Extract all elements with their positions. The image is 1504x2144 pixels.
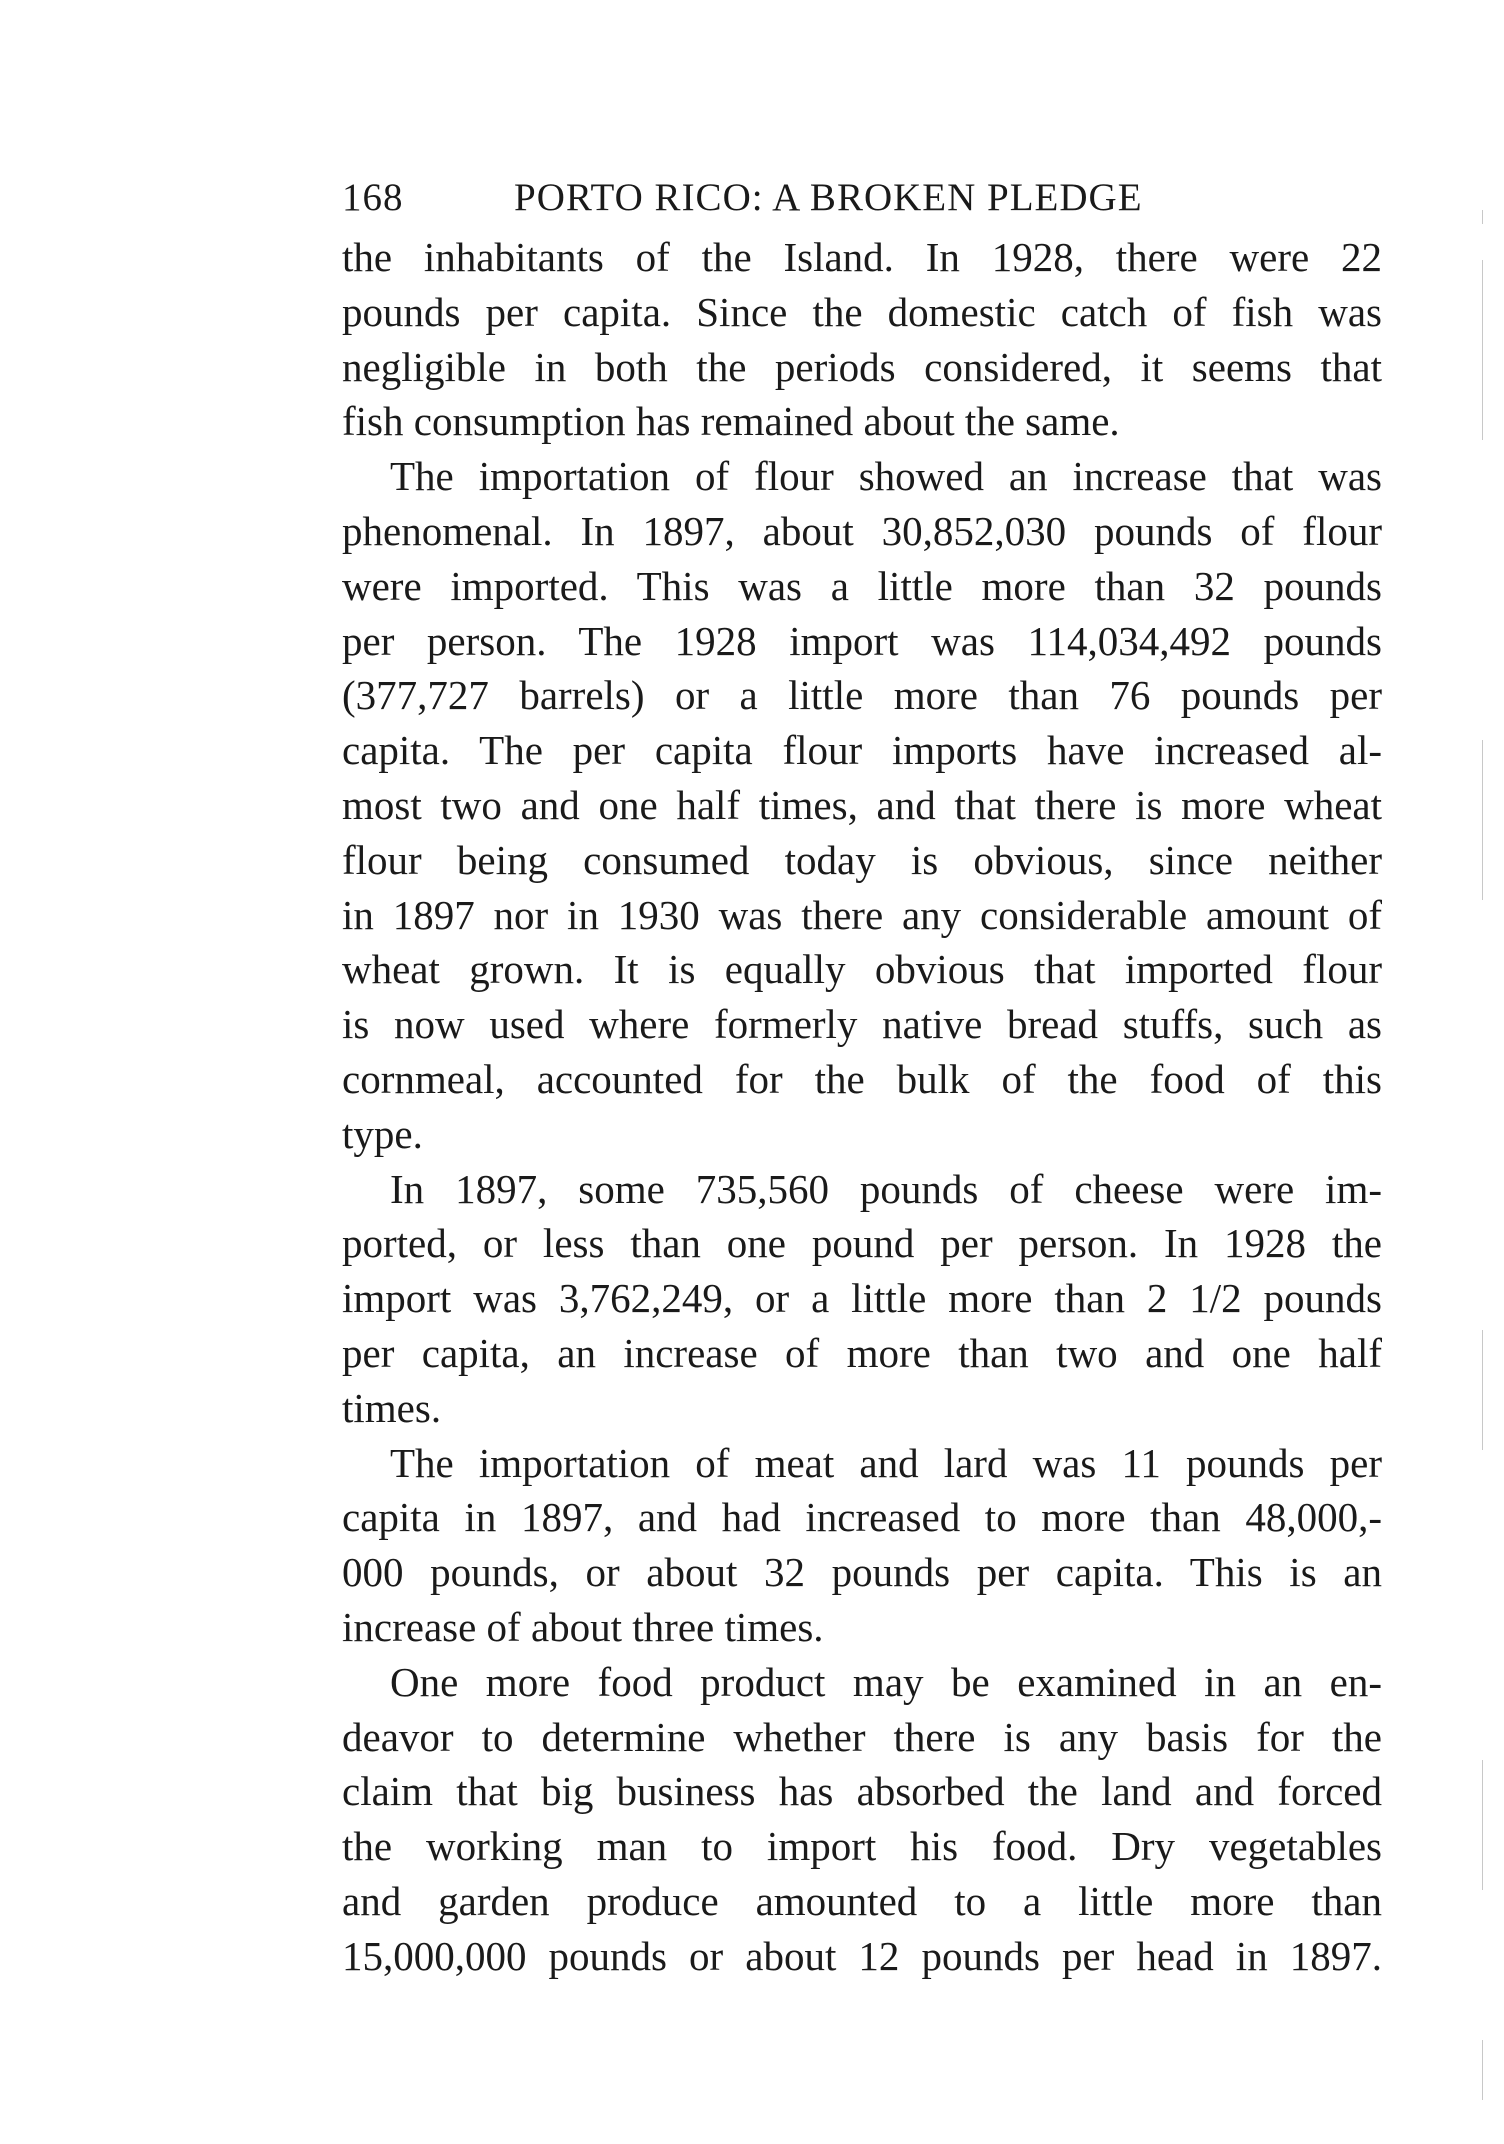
text-line: most two and one half times, and that there is more wheat: [342, 781, 1382, 828]
text-line: pounds per capita. Since the domestic catch of fish was: [342, 288, 1382, 335]
text-line: type.: [342, 1110, 423, 1157]
page-number: 168: [342, 176, 404, 219]
text-line: were imported. This was a little more than 32 pounds: [342, 562, 1382, 609]
text-line: per capita, an increase of more than two and one half: [342, 1329, 1382, 1376]
text-line: phenomenal. In 1897, about 30,852,030 pounds of flour: [342, 507, 1382, 554]
body-text: [342, 230, 1382, 1984]
paragraph-fish-consumption: [342, 230, 1382, 449]
text-line: deavor to determine whether there is any basis for the: [342, 1713, 1382, 1760]
text-line: capita. The per capita flour imports have increased al-: [342, 727, 1382, 774]
paragraph-meat-lard-importation: [342, 1436, 1382, 1655]
text-line: is now used where formerly native bread stuffs, such as: [342, 1001, 1382, 1048]
text-line: negligible in both the periods considered, it seems that: [342, 343, 1382, 390]
text-line: the inhabitants of the Island. In 1928, there were 22: [342, 234, 1382, 280]
paragraph-cheese-importation: [342, 1162, 1382, 1436]
scan-speck: [1482, 2040, 1483, 2100]
text-line: cornmeal, accounted for the bulk of the food of this: [342, 1055, 1382, 1102]
text-line: wheat grown. It is equally obvious that imported flour: [342, 946, 1382, 993]
running-title: PORTO RICO: A BROKEN PLEDGE: [514, 176, 1143, 219]
text-line: ported, or less than one pound per person. In 1928 the: [342, 1220, 1382, 1267]
text-line: In 1897, some 735,560 pounds of cheese were im-: [390, 1165, 1382, 1212]
text-line: 15,000,000 pounds or about 12 pounds per head in 1897.: [342, 1932, 1382, 1979]
text-line: fish consumption has remained about the same.: [342, 398, 1120, 445]
running-head: [342, 170, 1392, 226]
scan-speck: [1482, 1760, 1483, 1890]
text-line: The importation of meat and lard was 11 pounds per: [390, 1439, 1382, 1486]
text-line: times.: [342, 1384, 442, 1431]
text-line: flour being consumed today is obvious, since neither: [342, 836, 1382, 883]
scan-speck: [1482, 1330, 1483, 1450]
text-line: claim that big business has absorbed the land and forced: [342, 1768, 1382, 1815]
text-line: per person. The 1928 import was 114,034,492 pounds: [342, 617, 1382, 664]
paragraph-vegetables: [342, 1655, 1382, 1984]
text-line: import was 3,762,249, or a little more than 2 1/2 pounds: [342, 1275, 1382, 1322]
text-line: 000 pounds, or about 32 pounds per capita. This is an: [342, 1549, 1382, 1596]
scan-margin-artifacts: [1482, 200, 1488, 2100]
text-line: capita in 1897, and had increased to more than 48,000,-: [342, 1494, 1382, 1541]
text-line: increase of about three times.: [342, 1603, 824, 1650]
text-line: One more food product may be examined in an en-: [390, 1658, 1382, 1705]
text-line: The importation of flour showed an increase that was: [390, 453, 1382, 500]
text-line: and garden produce amounted to a little more than: [342, 1877, 1382, 1924]
text-line: in 1897 nor in 1930 was there any considerable amount of: [342, 891, 1382, 938]
scan-speck: [1482, 210, 1483, 224]
scan-speck: [1482, 740, 1483, 900]
text-line: the working man to import his food. Dry vegetables: [342, 1823, 1382, 1870]
text-line: (377,727 barrels) or a little more than 76 pounds per: [342, 672, 1382, 719]
paragraph-flour-importation: [342, 449, 1382, 1161]
scan-speck: [1482, 260, 1483, 440]
